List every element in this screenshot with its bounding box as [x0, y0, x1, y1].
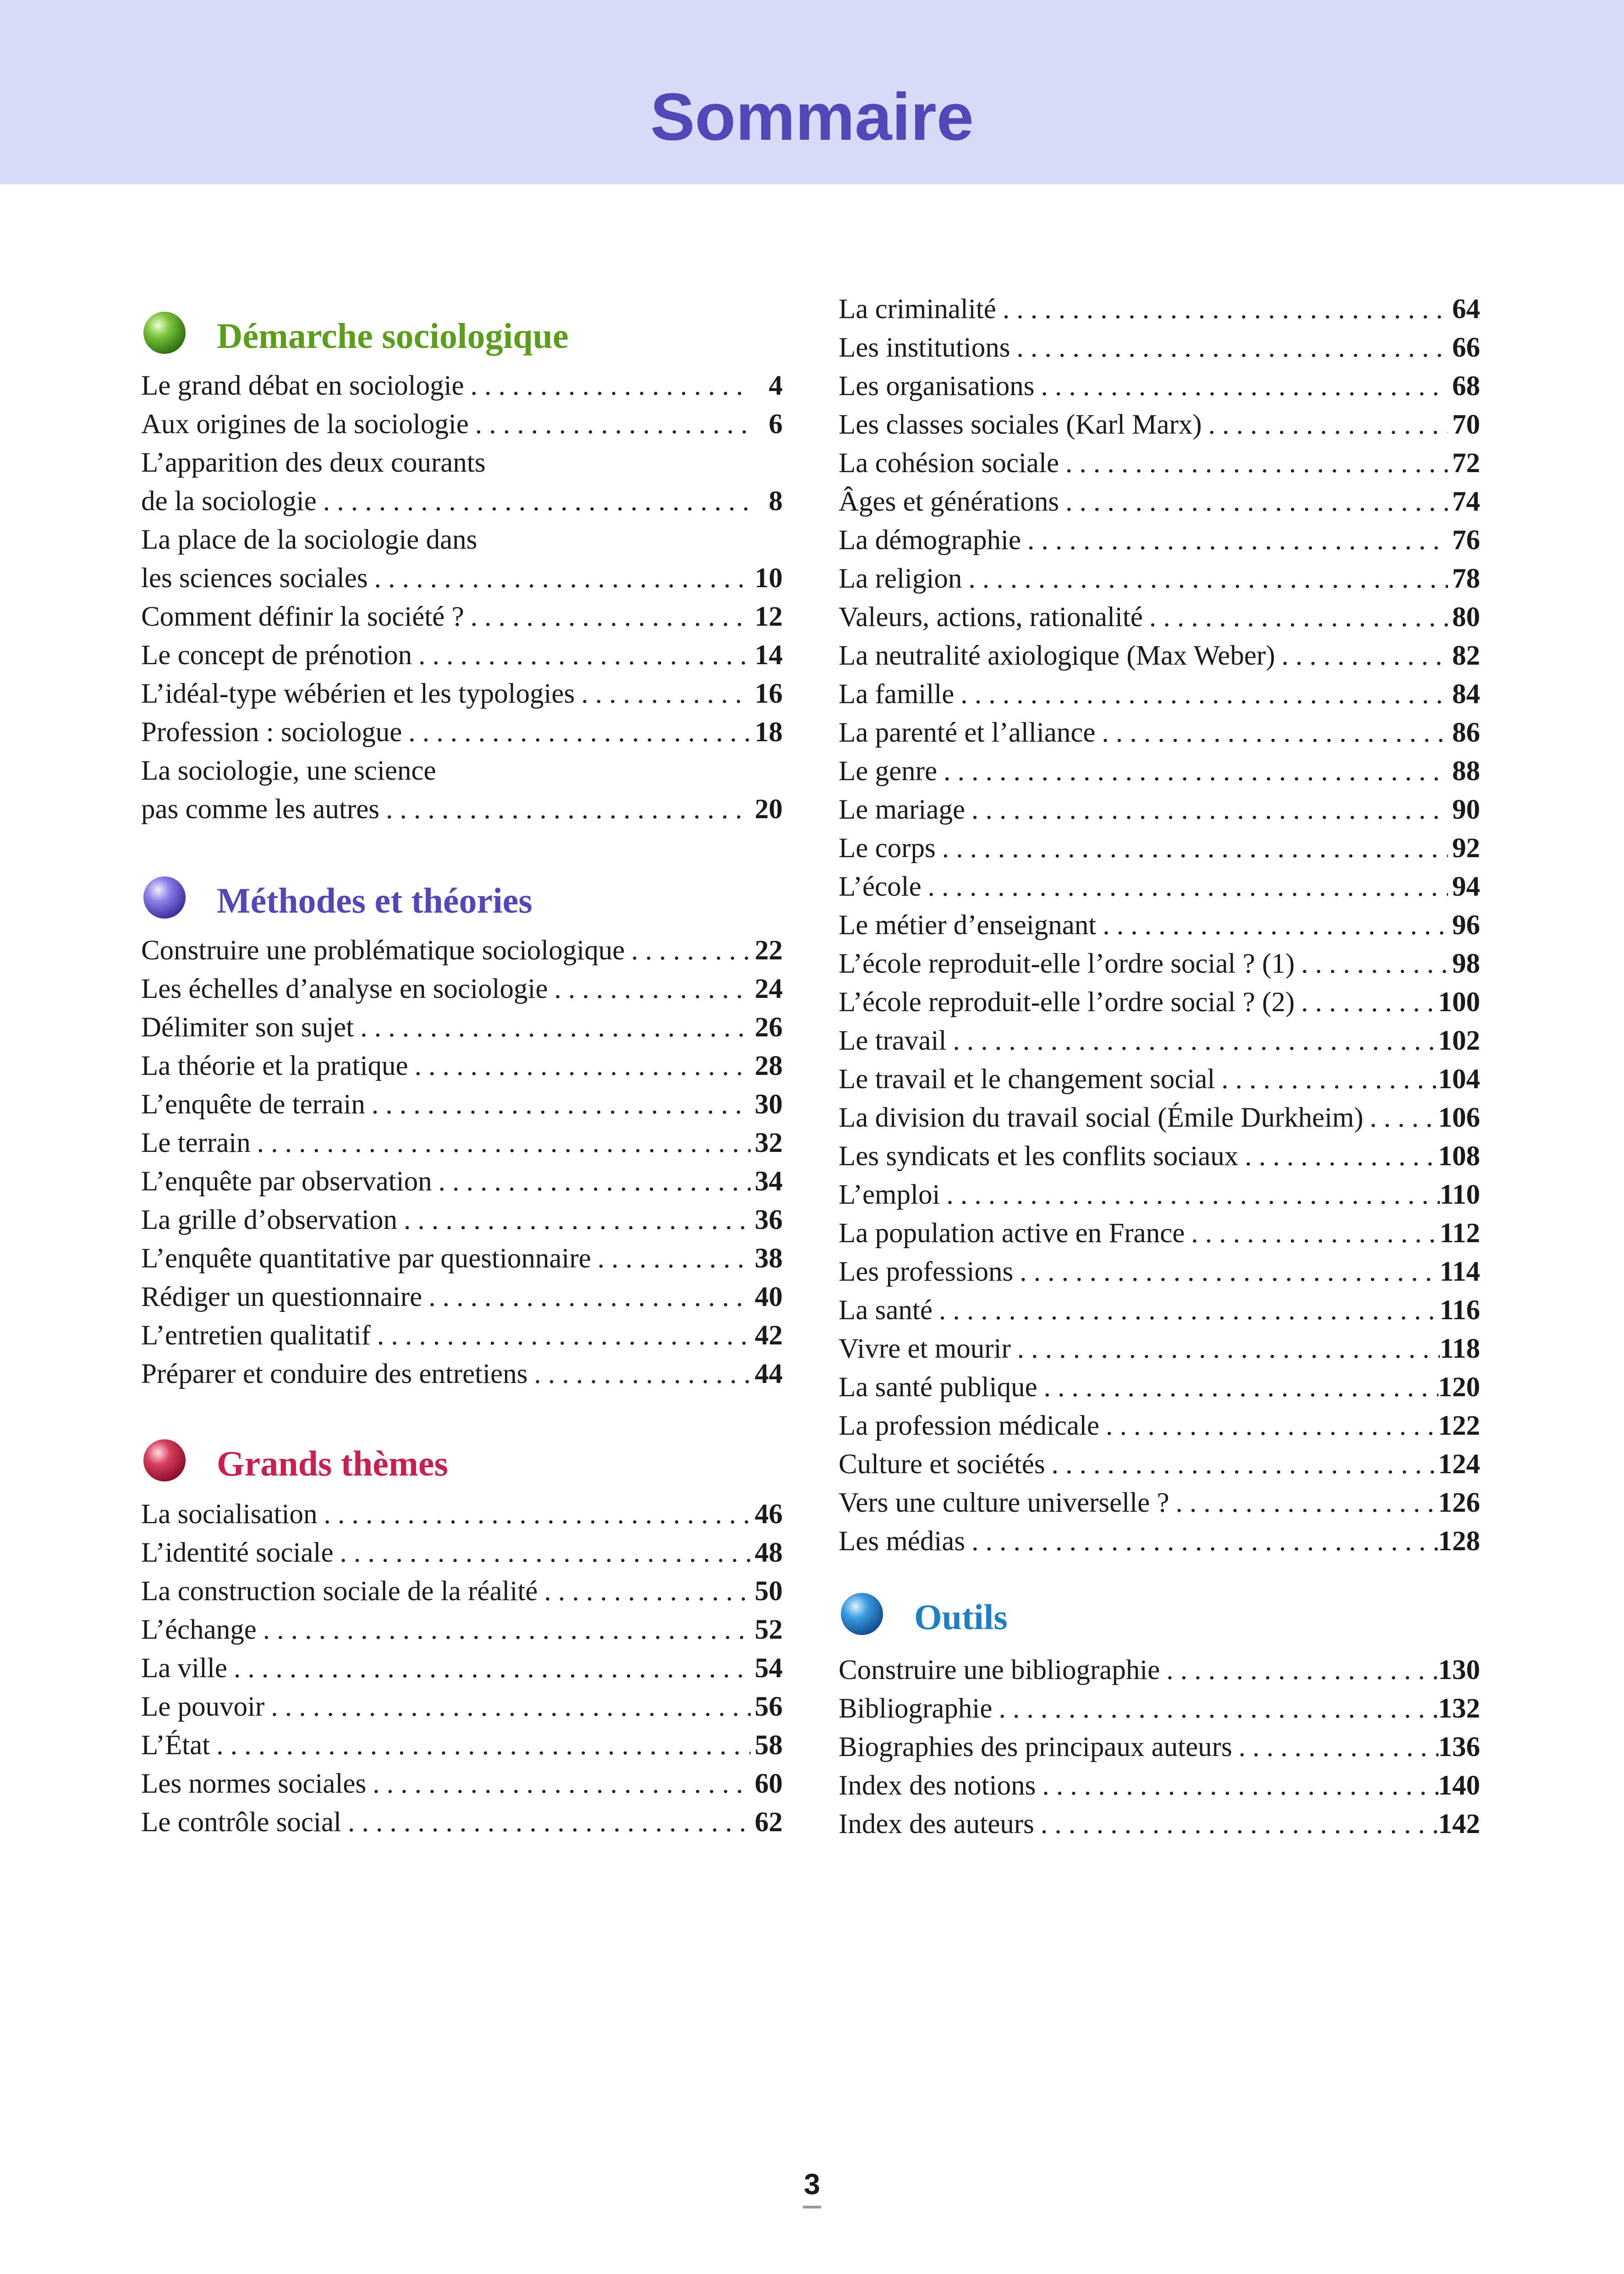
- toc-entry-page: 84: [1452, 679, 1480, 710]
- toc-entry-title: L’entretien qualitatif: [141, 1320, 371, 1351]
- toc-entry[interactable]: [839, 1291, 1480, 1330]
- purple-ball-icon: [143, 876, 186, 919]
- toc-entry[interactable]: [141, 1803, 783, 1842]
- toc-entry-title: La socialisation: [141, 1499, 318, 1530]
- toc-entry-page: 142: [1438, 1809, 1480, 1839]
- dot-leader: [625, 931, 751, 970]
- toc-entry-page: 114: [1439, 1256, 1480, 1287]
- toc-entry-title: La santé publique: [839, 1372, 1037, 1403]
- toc-entry-title: Les organisations: [839, 371, 1035, 402]
- toc-entry-page: 92: [1452, 833, 1480, 864]
- section-header: [839, 1593, 1480, 1648]
- toc-entry[interactable]: [839, 1253, 1480, 1291]
- toc-entry-page: 120: [1438, 1372, 1480, 1403]
- blue-ball-icon: [841, 1593, 883, 1635]
- dot-leader: [1096, 714, 1448, 752]
- toc-entry-page: 108: [1438, 1141, 1480, 1172]
- dot-leader: [538, 1572, 751, 1611]
- dot-leader: [1010, 329, 1448, 367]
- toc-entry-page: 16: [755, 678, 783, 709]
- toc-entry-title: Les échelles d’analyse en sociologie: [141, 974, 548, 1004]
- dot-leader: [1036, 1767, 1438, 1805]
- dot-leader: [464, 367, 751, 405]
- toc-entry-title: Le grand débat en sociologie: [141, 370, 464, 401]
- toc-entry[interactable]: [141, 636, 783, 675]
- toc-entry-page: 74: [1452, 486, 1480, 517]
- toc-entry[interactable]: [141, 1572, 783, 1611]
- toc-entry-title: Le travail et le changement social: [839, 1064, 1215, 1095]
- toc-entry-page: 124: [1438, 1449, 1480, 1480]
- toc-entry-page: 44: [755, 1359, 783, 1389]
- toc-entry-page: 100: [1438, 987, 1480, 1018]
- dot-leader: [1275, 637, 1448, 675]
- toc-entry-page: 58: [755, 1730, 783, 1761]
- dot-leader: [1295, 945, 1448, 983]
- dot-leader: [432, 1162, 751, 1201]
- dot-leader: [1160, 1651, 1438, 1690]
- toc-entry-title: L’école reproduit-elle l’ordre social ? (2): [839, 987, 1295, 1018]
- toc-entry-page: 38: [755, 1243, 783, 1274]
- toc-entry-title: La parenté et l’alliance: [839, 717, 1096, 748]
- toc-entry-page: 72: [1452, 448, 1480, 479]
- toc-entry[interactable]: [839, 1060, 1480, 1099]
- red-ball-icon: [143, 1439, 186, 1481]
- toc-entry[interactable]: [839, 945, 1480, 983]
- page-title: Sommaire: [650, 79, 974, 154]
- dot-leader: [1143, 598, 1448, 637]
- toc-entry[interactable]: [839, 829, 1480, 868]
- toc-entry-title: La religion: [839, 563, 962, 594]
- toc-entry-title: La ville: [141, 1653, 228, 1684]
- toc-entry-title: Vivre et mourir: [839, 1333, 1011, 1364]
- toc-entry-title: Délimiter son sujet: [141, 1012, 354, 1043]
- toc-entry-page: 128: [1438, 1526, 1480, 1557]
- toc-entry-title: Le mariage: [839, 794, 966, 825]
- dot-leader: [1295, 983, 1438, 1022]
- toc-entry-page: 110: [1439, 1179, 1480, 1210]
- toc-entry-page: 116: [1439, 1295, 1480, 1326]
- toc-entry-title: L’enquête de terrain: [141, 1089, 365, 1120]
- toc-entry-page: 64: [1452, 294, 1480, 325]
- toc-entry[interactable]: [839, 290, 1480, 329]
- toc-entry[interactable]: [839, 1522, 1480, 1561]
- toc-entry[interactable]: [141, 790, 783, 829]
- toc-entry[interactable]: [141, 1316, 783, 1355]
- toc-entry-title: les sciences sociales: [141, 563, 368, 594]
- toc-entry-title: La cohésion sociale: [839, 448, 1059, 479]
- dot-leader: [1013, 1253, 1440, 1291]
- toc-entry-title: Vers une culture universelle ?: [839, 1487, 1169, 1518]
- toc-entry-title: Le pouvoir: [141, 1691, 265, 1722]
- toc-entry-title: Culture et sociétés: [839, 1449, 1045, 1480]
- toc-entry-title: Préparer et conduire des entretiens: [141, 1359, 528, 1389]
- toc-entry[interactable]: [839, 1728, 1480, 1767]
- toc-entry-page: 94: [1452, 871, 1480, 902]
- toc-entry[interactable]: [141, 1726, 783, 1765]
- toc-entry-title: La famille: [839, 679, 955, 710]
- toc-entry[interactable]: [839, 1407, 1480, 1445]
- toc-entry-page: 34: [755, 1166, 783, 1197]
- toc-entry-title: La population active en France: [839, 1218, 1185, 1249]
- toc-entry-title: L’enquête quantitative par questionnaire: [141, 1243, 591, 1274]
- toc-entry[interactable]: [839, 1690, 1480, 1728]
- section-header: [141, 312, 783, 367]
- toc-entry[interactable]: [839, 329, 1480, 367]
- toc-entry[interactable]: [839, 752, 1480, 791]
- section-title: Grands thèmes: [217, 1443, 448, 1483]
- dot-leader: [922, 868, 1448, 906]
- dot-leader: [940, 1176, 1439, 1214]
- dot-leader: [469, 405, 751, 444]
- toc-entry-page: 76: [1452, 525, 1480, 556]
- toc-entry-page: 6: [768, 409, 783, 440]
- toc-entry-page: 126: [1438, 1487, 1480, 1518]
- dot-leader: [548, 970, 751, 1008]
- dot-leader: [1185, 1214, 1439, 1253]
- dot-leader: [227, 1649, 751, 1688]
- toc-entry-title: L’école: [839, 871, 922, 902]
- dot-leader: [422, 1278, 751, 1316]
- toc-entry[interactable]: [839, 637, 1480, 675]
- toc-entry-page: 70: [1452, 409, 1480, 440]
- page-number-underline: [803, 2206, 821, 2208]
- toc-entry[interactable]: [839, 1484, 1480, 1522]
- toc-entry[interactable]: [141, 1495, 783, 1534]
- toc-entry[interactable]: [839, 868, 1480, 906]
- dot-leader: [318, 1495, 751, 1534]
- toc-entry-title: Bibliographie: [839, 1693, 993, 1724]
- toc-entry-title: L’emploi: [839, 1179, 940, 1210]
- toc-entry-title: Les syndicats et les conflits sociaux: [839, 1141, 1239, 1172]
- toc-entry[interactable]: [141, 1008, 783, 1047]
- toc-entry[interactable]: [141, 367, 783, 405]
- toc-entry[interactable]: [839, 560, 1480, 598]
- toc-entry[interactable]: [141, 1649, 783, 1688]
- toc-entry[interactable]: [141, 1085, 783, 1124]
- toc-entry-page: 112: [1439, 1218, 1480, 1249]
- toc-entry-page: 40: [755, 1282, 783, 1312]
- toc-entry-page: 4: [768, 370, 783, 401]
- toc-entry-page: 14: [755, 640, 783, 671]
- toc-entry[interactable]: [141, 1355, 783, 1393]
- toc-entry-page: 88: [1452, 756, 1480, 787]
- toc-entry[interactable]: [141, 1239, 783, 1278]
- toc-entry[interactable]: [839, 675, 1480, 714]
- toc-entry[interactable]: [141, 675, 783, 713]
- toc-entry-page: 18: [755, 717, 783, 748]
- dot-leader: [954, 675, 1448, 714]
- dot-leader: [996, 290, 1448, 329]
- toc-entry[interactable]: [141, 1201, 783, 1239]
- section-title: Outils: [914, 1597, 1008, 1637]
- toc-entry[interactable]: [141, 405, 783, 444]
- toc-entry-page: 132: [1438, 1693, 1480, 1724]
- dot-leader: [257, 1611, 751, 1649]
- dot-leader: [1059, 483, 1448, 521]
- toc-entry[interactable]: [141, 559, 783, 598]
- toc-entry-title: Le concept de prénotion: [141, 640, 412, 671]
- toc-entry-page: 66: [1452, 332, 1480, 363]
- toc-entry-title: Le terrain: [141, 1128, 251, 1158]
- dot-leader: [965, 791, 1448, 829]
- dot-leader: [1215, 1060, 1438, 1099]
- dot-leader: [1202, 406, 1448, 444]
- toc-entry-title: Aux origines de la sociologie: [141, 409, 469, 440]
- toc-entry[interactable]: [839, 367, 1480, 406]
- dot-leader: [937, 752, 1448, 791]
- toc-entry-page: 104: [1438, 1064, 1480, 1095]
- toc-entry-title: Rédiger un questionnaire: [141, 1282, 422, 1312]
- section-title: Méthodes et théories: [217, 881, 532, 920]
- toc-entry-page: 106: [1438, 1102, 1480, 1133]
- toc-entry-title: Les institutions: [839, 332, 1010, 363]
- toc-entry-title: La profession médicale: [839, 1410, 1100, 1441]
- toc-entry[interactable]: [141, 444, 783, 482]
- toc-entry[interactable]: [141, 1047, 783, 1085]
- toc-entry[interactable]: [839, 406, 1480, 444]
- toc-entry[interactable]: [839, 1137, 1480, 1176]
- toc-entry[interactable]: [839, 906, 1480, 945]
- dot-leader: [371, 1316, 751, 1355]
- toc-entry-title: L’apparition des deux courants: [141, 447, 486, 478]
- page-number: 3: [804, 2168, 820, 2201]
- toc-entry-title: Le travail: [839, 1025, 947, 1056]
- toc-entry-page: 54: [755, 1653, 783, 1684]
- toc-entry[interactable]: [839, 483, 1480, 521]
- toc-entry-title: Âges et générations: [839, 486, 1059, 517]
- dot-leader: [933, 1291, 1440, 1330]
- toc-entry-title: Construire une problématique sociologique: [141, 935, 625, 966]
- toc-entry[interactable]: [141, 1534, 783, 1572]
- dot-leader: [251, 1124, 751, 1162]
- toc-entry-page: 130: [1438, 1655, 1480, 1685]
- toc-entry-page: 136: [1438, 1732, 1480, 1762]
- toc-entry-page: 36: [755, 1205, 783, 1235]
- dot-leader: [1096, 906, 1448, 945]
- dot-leader: [1238, 1137, 1438, 1176]
- dot-leader: [408, 1047, 751, 1085]
- toc-entry-page: 12: [755, 601, 783, 632]
- toc-entry[interactable]: [839, 521, 1480, 560]
- toc-entry-title: Le contrôle social: [141, 1807, 341, 1838]
- dot-leader: [965, 1522, 1438, 1561]
- toc-entry[interactable]: [141, 713, 783, 752]
- toc-entry-title: La théorie et la pratique: [141, 1051, 408, 1081]
- toc-entry[interactable]: [839, 1099, 1480, 1137]
- dot-leader: [936, 829, 1448, 868]
- toc-entry-title: Profession : sociologue: [141, 717, 402, 748]
- toc-entry[interactable]: [141, 931, 783, 970]
- dot-leader: [210, 1726, 751, 1765]
- dot-leader: [527, 1355, 751, 1393]
- toc-entry-page: 68: [1452, 371, 1480, 402]
- dot-leader: [1045, 1445, 1438, 1484]
- toc-entry-page: 62: [755, 1807, 783, 1838]
- toc-entry[interactable]: [839, 1805, 1480, 1844]
- toc-entry-title: L’école reproduit-elle l’ordre social ? (1): [839, 948, 1295, 979]
- toc-entry-title: La santé: [839, 1295, 933, 1326]
- toc-entry[interactable]: [839, 444, 1480, 483]
- toc-entry-page: 122: [1438, 1410, 1480, 1441]
- toc-entry-title: La grille d’observation: [141, 1205, 397, 1235]
- toc-entry[interactable]: [839, 1330, 1480, 1368]
- toc-entry-page: 26: [755, 1012, 783, 1043]
- toc-entry-title: La sociologie, une science: [141, 755, 436, 786]
- toc-entry-title: L’idéal-type wébérien et les typologies: [141, 678, 575, 709]
- toc-entry-page: 46: [755, 1499, 783, 1530]
- toc-entry-page: 90: [1452, 794, 1480, 825]
- dot-leader: [264, 1688, 751, 1726]
- toc-entry-title: Les professions: [839, 1256, 1014, 1287]
- toc-entry[interactable]: [839, 1651, 1480, 1690]
- toc-entry-title: L’enquête par observation: [141, 1166, 432, 1197]
- toc-entry[interactable]: [141, 1688, 783, 1726]
- toc-entry-title: La division du travail social (Émile Durkheim): [839, 1102, 1364, 1133]
- dot-leader: [379, 790, 751, 829]
- dot-leader: [341, 1803, 751, 1842]
- dot-leader: [334, 1534, 751, 1572]
- dot-leader: [1099, 1407, 1438, 1445]
- toc-entry[interactable]: [839, 1767, 1480, 1805]
- dot-leader: [366, 1765, 751, 1803]
- dot-leader: [946, 1022, 1438, 1060]
- toc-entry-page: 60: [755, 1768, 783, 1799]
- toc-entry-page: 80: [1452, 602, 1480, 633]
- dot-leader: [402, 713, 751, 752]
- toc-entry-title: Index des notions: [839, 1770, 1036, 1801]
- section-header: [141, 876, 783, 931]
- toc-entry-page: 30: [755, 1089, 783, 1120]
- dot-leader: [368, 559, 751, 598]
- dot-leader: [1232, 1728, 1438, 1767]
- toc-entry-page: 140: [1438, 1770, 1480, 1801]
- toc-entry-title: Le corps: [839, 833, 936, 864]
- toc-entry-page: 102: [1438, 1025, 1480, 1056]
- toc-entry-title: L’identité sociale: [141, 1537, 334, 1568]
- section-header: [141, 1439, 783, 1494]
- toc-entry-title: L’État: [141, 1730, 210, 1761]
- dot-leader: [591, 1239, 751, 1278]
- dot-leader: [962, 560, 1448, 598]
- toc-entry[interactable]: [839, 1176, 1480, 1214]
- toc-entry[interactable]: [839, 791, 1480, 829]
- toc-entry[interactable]: [141, 521, 783, 559]
- dot-leader: [575, 675, 751, 713]
- toc-entry-page: 32: [755, 1128, 783, 1158]
- toc-entry[interactable]: [141, 970, 783, 1008]
- toc-entry-page: 86: [1452, 717, 1480, 748]
- toc-entry-page: 52: [755, 1614, 783, 1645]
- toc-entry[interactable]: [141, 752, 783, 790]
- dot-leader: [412, 636, 751, 675]
- toc-entry-title: Les médias: [839, 1526, 966, 1557]
- dot-leader: [354, 1008, 751, 1047]
- toc-entry-page: 78: [1452, 563, 1480, 594]
- toc-entry-title: Les normes sociales: [141, 1768, 367, 1799]
- dot-leader: [1059, 444, 1448, 483]
- toc-entry-page: 50: [755, 1576, 783, 1607]
- toc-entry-title: L’échange: [141, 1614, 257, 1645]
- toc-entry-title: de la sociologie: [141, 486, 317, 517]
- toc-entry-title: Le genre: [839, 756, 938, 787]
- toc-entry[interactable]: [839, 1022, 1480, 1060]
- toc-entry-page: 28: [755, 1051, 783, 1081]
- dot-leader: [464, 598, 751, 636]
- toc-entry-page: 42: [755, 1320, 783, 1351]
- toc-entry[interactable]: [141, 1765, 783, 1803]
- toc-entry-page: 96: [1452, 910, 1480, 941]
- toc-entry[interactable]: [141, 482, 783, 521]
- toc-entry[interactable]: [839, 1445, 1480, 1484]
- toc-entry-title: La construction sociale de la réalité: [141, 1576, 538, 1607]
- toc-entry[interactable]: [141, 1162, 783, 1201]
- section-title: Démarche sociologique: [217, 316, 569, 356]
- dot-leader: [317, 482, 751, 521]
- toc-entry-title: Valeurs, actions, rationalité: [839, 602, 1143, 633]
- toc-entry-page: 48: [755, 1537, 783, 1568]
- toc-entry-title: Le métier d’enseignant: [839, 910, 1097, 941]
- dot-leader: [397, 1201, 751, 1239]
- dot-leader: [992, 1690, 1438, 1728]
- dot-leader: [1021, 521, 1448, 560]
- toc-entry-page: 22: [755, 935, 783, 966]
- toc-entry-page: 10: [755, 563, 783, 594]
- toc-entry[interactable]: [141, 1611, 783, 1649]
- toc-entry-title: Construire une bibliographie: [839, 1655, 1160, 1685]
- toc-entry-page: 24: [755, 974, 783, 1004]
- toc-entry-title: La criminalité: [839, 294, 996, 325]
- toc-entry[interactable]: [839, 598, 1480, 637]
- dot-leader: [1035, 367, 1448, 406]
- toc-entry-page: 56: [755, 1691, 783, 1722]
- toc-entry-page: 8: [768, 486, 783, 517]
- toc-entry-page: 82: [1452, 640, 1480, 671]
- toc-entry-title: Biographies des principaux auteurs: [839, 1732, 1232, 1762]
- dot-leader: [1363, 1099, 1438, 1137]
- toc-entry-page: 118: [1439, 1333, 1480, 1364]
- toc-entry[interactable]: [839, 1368, 1480, 1407]
- toc-entry-title: La place de la sociologie dans: [141, 524, 477, 555]
- toc-entry-title: Comment définir la société ?: [141, 601, 464, 632]
- toc-entry[interactable]: [141, 1124, 783, 1162]
- toc-entry-page: 20: [755, 794, 783, 825]
- toc-entry[interactable]: [141, 1278, 783, 1316]
- toc-entry-title: pas comme les autres: [141, 794, 380, 825]
- toc-entry-page: 98: [1452, 948, 1480, 979]
- toc-entry[interactable]: [839, 714, 1480, 752]
- toc-entry-title: La neutralité axiologique (Max Weber): [839, 640, 1275, 671]
- toc-entry[interactable]: [839, 1214, 1480, 1253]
- toc-entry[interactable]: [839, 983, 1480, 1022]
- dot-leader: [365, 1085, 751, 1124]
- dot-leader: [1169, 1484, 1438, 1522]
- dot-leader: [1037, 1368, 1438, 1407]
- toc-entry-title: Les classes sociales (Karl Marx): [839, 409, 1202, 440]
- dot-leader: [1011, 1330, 1440, 1368]
- toc-entry-title: Index des auteurs: [839, 1809, 1034, 1839]
- dot-leader: [1034, 1805, 1438, 1844]
- toc-entry-title: La démographie: [839, 525, 1021, 556]
- green-ball-icon: [143, 312, 186, 354]
- toc-entry[interactable]: [141, 598, 783, 636]
